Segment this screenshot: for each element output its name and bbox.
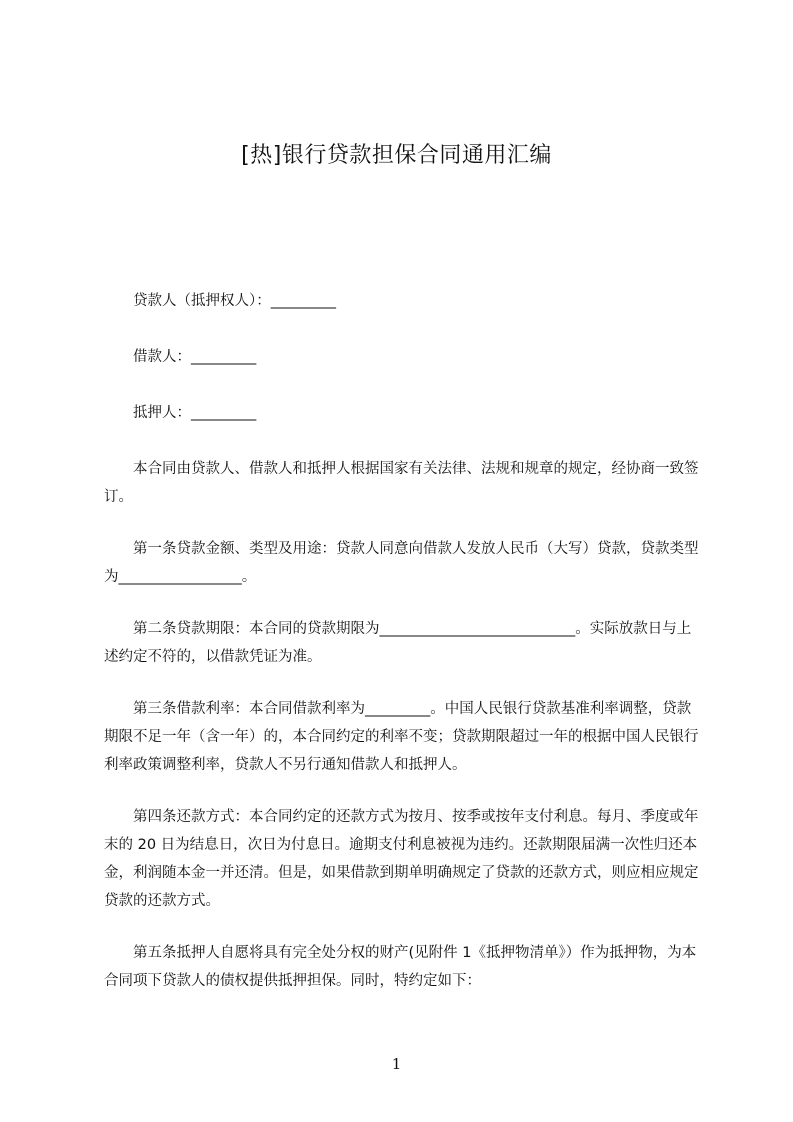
- party-mortgagor-line: 抵押人：_________: [133, 405, 257, 421]
- party-borrower-line: 借款人：_________: [133, 349, 257, 365]
- article-2-paragraph: 第二条贷款期限：本合同的贷款期限为___________________________。实际放款日与上述约定不符的，以借款凭证为准。: [104, 621, 692, 665]
- page-number: 1: [391, 1055, 402, 1073]
- document-title: [热]银行贷款担保合同通用汇编: [241, 143, 552, 168]
- preamble-paragraph: 本合同由贷款人、借款人和抵押人根据国家有关法律、法规和规章的规定，经协商一致签订。: [104, 461, 699, 505]
- article-1-paragraph: 第一条贷款金额、类型及用途：贷款人同意向借款人发放人民币（大写）贷款，贷款类型为_________________。: [104, 541, 699, 585]
- party-lender-line: 贷款人（抵押权人）：_________: [133, 293, 336, 309]
- article-5-paragraph: 第五条抵押人自愿将具有完全处分权的财产(见附件 1《抵押物清单》）作为抵押物，为本合同项下贷款人的债权提供抵押担保。同时，特约定如下：: [104, 945, 697, 989]
- document-body: [104, 287, 700, 995]
- article-4-paragraph: 第四条还款方式：本合同约定的还款方式为按月、按季或按年支付利息。每月、季度或年末的 20 日为结息日，次日为付息日。逾期支付利息被视为违约。还款期限届满一次性归还本金，利润随本金一并还清。但是，如果借款到期单明确规定了贷款的还款方式，则应相应规定贷款的还款方式。: [104, 809, 699, 909]
- article-3-paragraph: 第三条借款利率：本合同借款利率为_________。中国人民银行贷款基准利率调整，贷款期限不足一年（含一年）的，本合同约定的利率不变；贷款期限超过一年的根据中国人民银行利率政策调整利率，贷款人不另行通知借款人和抵押人。: [104, 701, 699, 773]
